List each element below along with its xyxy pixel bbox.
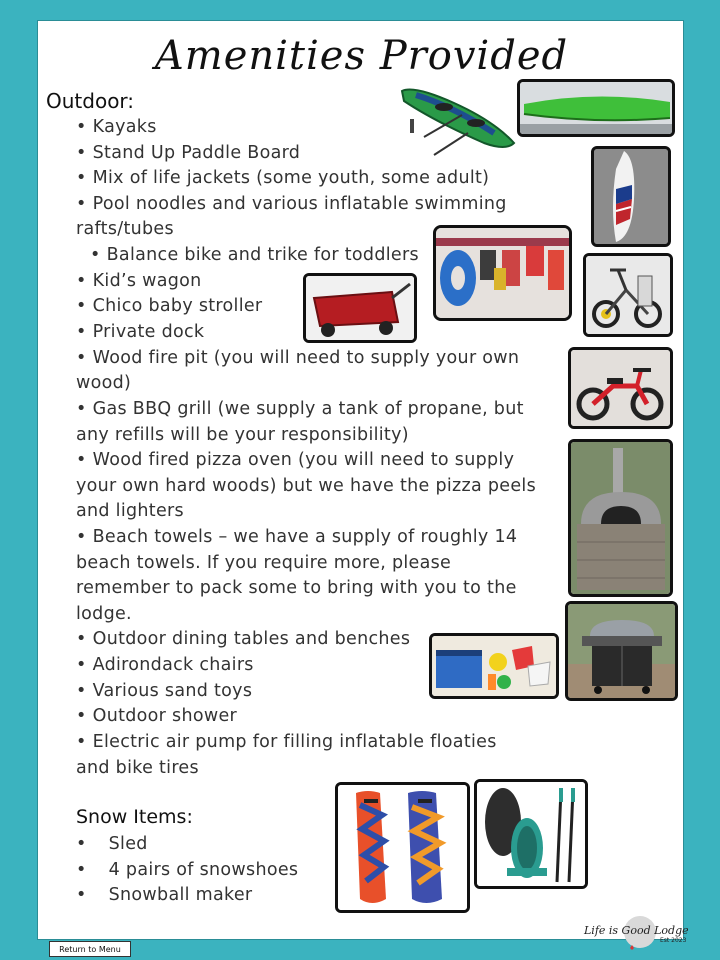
list-item: • Pool noodles and various inflatable swimming bbox=[76, 194, 507, 214]
logo-sub-text: Est 2023 bbox=[660, 937, 687, 944]
list-item: • Kayaks bbox=[76, 117, 157, 137]
wagon-photo bbox=[303, 273, 417, 343]
list-item-continuation: lodge. bbox=[76, 604, 132, 624]
list-item-continuation: your own hard woods) but we have the pizza peels bbox=[76, 476, 536, 496]
list-item-continuation: rafts/tubes bbox=[76, 219, 174, 239]
list-item-continuation: any refills will be your responsibility) bbox=[76, 425, 409, 445]
sled-photo bbox=[335, 782, 470, 913]
list-item: • Outdoor dining tables and benches bbox=[76, 629, 411, 649]
list-item: • Wood fired pizza oven (you will need to supply bbox=[76, 450, 515, 470]
bbq-grill-photo bbox=[565, 601, 678, 701]
list-item: • Snowball maker bbox=[76, 885, 253, 905]
logo-main-text: Life is Good Lodge bbox=[584, 924, 688, 937]
list-item: • 4 pairs of snowshoes bbox=[76, 860, 299, 880]
list-item: • Mix of life jackets (some youth, some adult) bbox=[76, 168, 490, 188]
list-item-continuation: remember to pack some to bring with you to the bbox=[76, 578, 517, 598]
list-item: • Stand Up Paddle Board bbox=[76, 143, 301, 163]
paddle-board-photo bbox=[517, 79, 675, 137]
list-item: • Beach towels – we have a supply of roughly 14 bbox=[76, 527, 518, 547]
kayak-photo bbox=[394, 81, 520, 159]
list-item: • Various sand toys bbox=[76, 681, 253, 701]
list-item: • Balance bike and trike for toddlers bbox=[90, 245, 419, 265]
list-item-continuation: and bike tires bbox=[76, 758, 199, 778]
balance-bike-photo bbox=[568, 347, 673, 429]
list-item: • Outdoor shower bbox=[76, 706, 238, 726]
return-to-menu-button[interactable]: Return to Menu bbox=[49, 941, 131, 957]
list-item-continuation: beach towels. If you require more, please bbox=[76, 553, 452, 573]
list-item: • Electric air pump for filling inflatable floaties bbox=[76, 732, 497, 752]
life-jackets-photo bbox=[433, 225, 572, 321]
list-item: • Sled bbox=[76, 834, 148, 854]
list-item: • Chico baby stroller bbox=[76, 296, 263, 316]
list-item: • Adirondack chairs bbox=[76, 655, 254, 675]
list-item: • Kid’s wagon bbox=[76, 271, 202, 291]
flag-paddle-board-photo bbox=[591, 146, 671, 247]
list-item: • Wood fire pit (you will need to supply your own bbox=[76, 348, 520, 368]
snow-heading: Snow Items: bbox=[76, 806, 193, 828]
sand-toys-photo bbox=[429, 633, 559, 699]
outdoor-heading: Outdoor: bbox=[46, 89, 135, 113]
list-item: • Gas BBQ grill (we supply a tank of propane, but bbox=[76, 399, 524, 419]
trike-photo bbox=[583, 253, 673, 337]
pizza-oven-photo bbox=[568, 439, 673, 597]
list-item-continuation: and lighters bbox=[76, 501, 184, 521]
list-item-continuation: wood) bbox=[76, 373, 132, 393]
snowshoes-photo bbox=[474, 779, 588, 889]
page-title: Amenities Provided bbox=[154, 33, 569, 79]
lodge-logo bbox=[580, 912, 688, 952]
page-sheet bbox=[37, 20, 684, 940]
list-item: • Private dock bbox=[76, 322, 205, 342]
